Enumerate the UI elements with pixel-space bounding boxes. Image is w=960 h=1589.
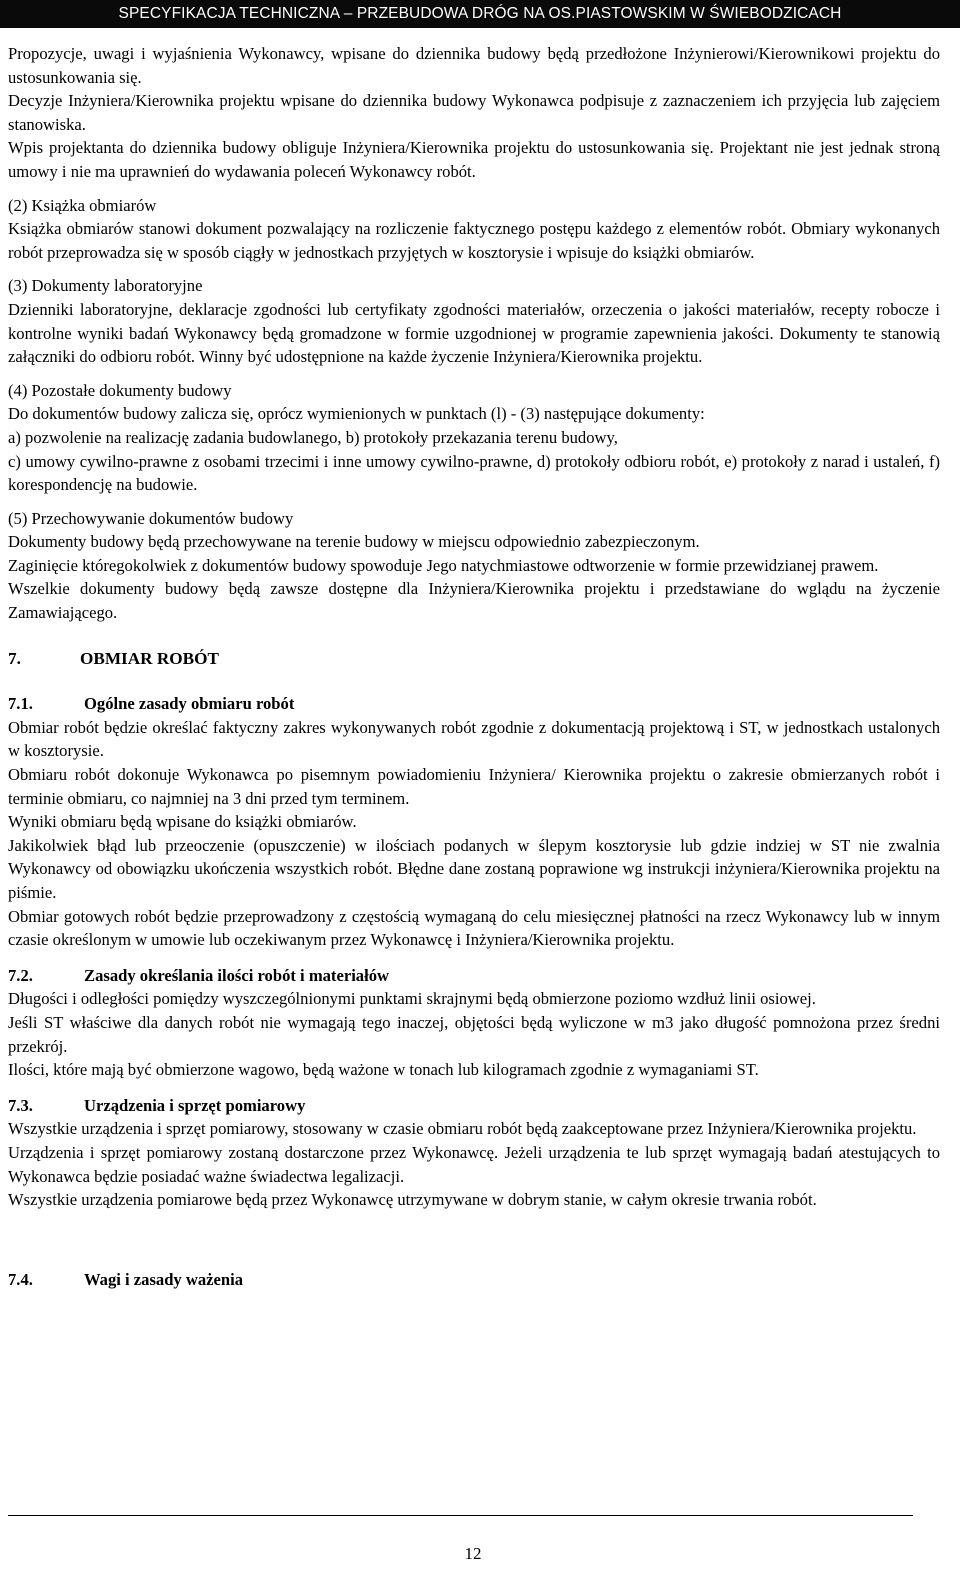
paragraph: Dokumenty budowy będą przechowywane na terenie budowy w miejscu odpowiednio zabezpieczonym. — [8, 532, 700, 552]
subsection-title: Zasady określania ilości robót i materiałów — [84, 965, 389, 985]
paragraph: Obmiar robót będzie określać faktyczny zakres wykonywanych robót zgodnie z dokumentacją projektową i ST, w jednostkach ustalonych w kosztorysie. — [8, 717, 940, 761]
subsection-number: 7.3. — [8, 1095, 33, 1115]
paragraph: c) umowy cywilno-prawne z osobami trzecimi i inne umowy cywilno-prawne, d) protokoły odbioru robót, e) protokoły z narad i ustaleń, f) korespondencję na budowie. — [8, 451, 940, 495]
subsection-heading — [8, 1268, 940, 1292]
paragraph: Jakikolwiek błąd lub przeoczenie (opuszczenie) w ilościach podanych w ślepym kosztorysie lub gdzie indziej w ST nie zwalnia Wykonawcy od obowiązku ukończenia wszystkich robót. Błędne dane zostaną poprawione wg instrukcji inżyniera/Kierownika projektu na piśmie. — [8, 835, 940, 902]
paragraph: Długości i odległości pomiędzy wyszczególnionymi punktami skrajnymi będą obmierzone poziomo wzdłuż linii osiowej. — [8, 989, 816, 1009]
paragraph: Wszystkie urządzenia i sprzęt pomiarowy, stosowany w czasie obmiaru robót będą zaakceptowane przez Inżyniera/Kierownika projektu. — [8, 1119, 917, 1139]
subsection-title: Ogólne zasady obmiaru robót — [84, 694, 295, 714]
paragraph: Wszystkie urządzenia pomiarowe będą przez Wykonawcę utrzymywane w dobrym stanie, w całym okresie trwania robót. — [8, 1190, 817, 1210]
document-body — [8, 42, 940, 1291]
paragraph: a) pozwolenie na realizację zadania budowlanego, b) protokoły przekazania terenu budowy, — [8, 427, 618, 447]
section-heading: (3) Dokumenty laboratoryjne — [8, 276, 203, 296]
paragraph: Wszelkie dokumenty budowy będą zawsze dostępne dla Inżyniera/Kierownika projektu i przedstawiane do wglądu na życzenie Zamawiającego. — [8, 579, 940, 623]
subsection-title: Urządzenia i sprzęt pomiarowy — [84, 1095, 306, 1115]
paragraph: Ilości, które mają być obmierzone wagowo, będą ważone w tonach lub kilogramach zgodnie z wymaganiami ST. — [8, 1060, 759, 1080]
subsection-number: 7.1. — [8, 694, 33, 714]
section-heading: (2) Książka obmiarów — [8, 195, 157, 215]
paragraph: Wyniki obmiaru będą wpisane do książki obmiarów. — [8, 812, 357, 832]
chapter-title: OBMIAR ROBÓT — [80, 648, 219, 668]
paragraph: Dzienniki laboratoryjne, deklaracje zgodności lub certyfikaty zgodności materiałów, orzeczenia o jakości materiałów, recepty robocze i kontrolne wyniki badań Wykonawcy będą gromadzone w formie uzgodnionej w programie zapewnienia jakości. Dokumenty te stanowią załączniki do odbioru robót. Winny być udostępnione na każde życzenie Inżyniera/Kierownika projektu. — [8, 299, 940, 367]
section-heading: (4) Pozostałe dokumenty budowy — [8, 380, 232, 400]
paragraph: Książka obmiarów stanowi dokument pozwalający na rozliczenie faktycznego postępu każdego z elementów robót. Obmiary wykonanych robót przeprowadza się w sposób ciągły w jednostkach przyjętych w kosztorysie i wpisuje do książki obmiarów. — [8, 219, 940, 262]
subsection-title: Wagi i zasady ważenia — [84, 1269, 244, 1289]
paragraph: Obmiar gotowych robót będzie przeprowadzony z częstością wymaganą do celu miesięcznej płatności na rzecz Wykonawcy lub w innym czasie określonym w umowie lub oczekiwanym przez Wykonawcę i Inżyniera/Kierownika projektu. — [8, 906, 940, 950]
section-heading: (5) Przechowywanie dokumentów budowy — [8, 508, 294, 528]
chapter-heading — [8, 647, 940, 671]
subsection-number: 7.4. — [8, 1269, 33, 1289]
paragraph: Zaginięcie któregokolwiek z dokumentów budowy spowoduje Jego natychmiastowe odtworzenie w formie przewidzianej prawem. — [8, 555, 879, 575]
footer-rule — [8, 1515, 913, 1516]
paragraph: Do dokumentów budowy zalicza się, oprócz wymienionych w punktach (l) - (3) następujące dokumenty: — [8, 404, 705, 424]
subsection-heading — [8, 692, 940, 716]
paragraph: Wpis projektanta do dziennika budowy obliguje Inżyniera/Kierownika projektu do ustosunkowania się. Projektant nie jest jednak stroną umowy i nie ma uprawnień do wydawania poleceń Wykonawcy robót. — [8, 138, 940, 181]
paragraph: Propozycje, uwagi i wyjaśnienia Wykonawcy, wpisane do dziennika budowy będą przedłożone Inżynierowi/Kierownikowi projektu do ustosunkowania się. — [8, 44, 940, 87]
paragraph: Obmiaru robót dokonuje Wykonawca po pisemnym powiadomieniu Inżyniera/ Kierownika projektu o zakresie obmierzanych robót i terminie obmiaru, co najmniej na 3 dni przed tym terminem. — [8, 765, 940, 808]
running-header: SPECYFIKACJA TECHNICZNA – PRZEBUDOWA DRÓG NA OS.PIASTOWSKIM W ŚWIEBODZICACH — [0, 0, 960, 28]
page-number: 12 — [464, 1544, 482, 1563]
paragraph: Jeśli ST właściwe dla danych robót nie wymagają tego inaczej, objętości będą wyliczone w m3 jako długość pomnożona przez średni przekrój. — [8, 1012, 940, 1056]
paragraph: Decyzje Inżyniera/Kierownika projektu wpisane do dziennika budowy Wykonawca podpisuje z zaznaczeniem ich przyjęcia lub zajęciem stanowiska. — [8, 91, 940, 134]
chapter-number: 7. — [8, 648, 21, 668]
subsection-heading — [8, 964, 940, 988]
subsection-heading — [8, 1094, 940, 1118]
subsection-number: 7.2. — [8, 965, 33, 985]
paragraph: Urządzenia i sprzęt pomiarowy zostaną dostarczone przez Wykonawcę. Jeżeli urządzenia te lub sprzęt wymagają badań atestujących to Wykonawca będzie posiadać ważne świadectwa legalizacji. — [8, 1142, 940, 1186]
